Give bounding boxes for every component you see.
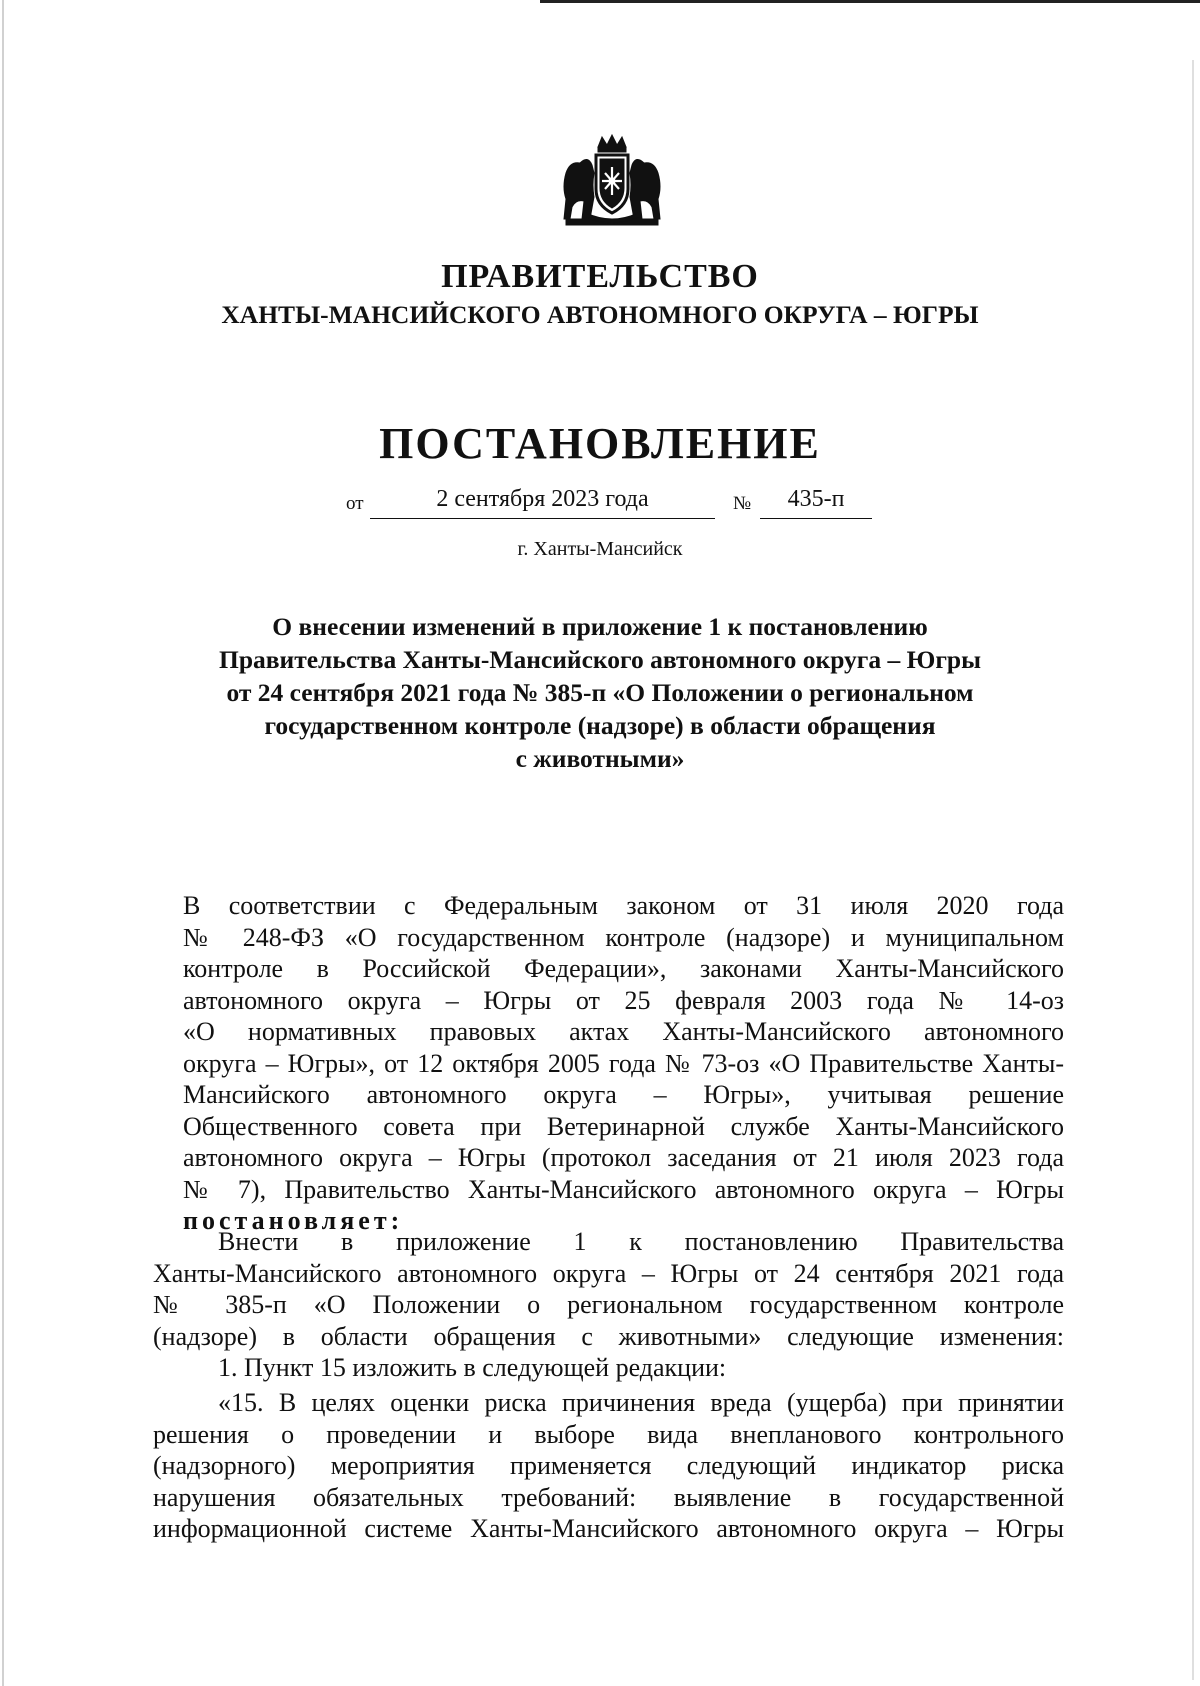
text-line: нарушения обязательных требований: выявление в государственной	[153, 1482, 1064, 1512]
text-line: автономного округа – Югры (протокол заседания от 21 июля 2023 года	[183, 1143, 1064, 1172]
preamble-paragraph	[183, 890, 1064, 1237]
subject-line: Правительства Ханты-Мансийского автономного округа – Югры	[218, 645, 981, 674]
document-date: 2 сентября 2023 года	[436, 486, 649, 512]
text-line: решения о проведении и выборе вида внепланового контрольного	[153, 1419, 1064, 1449]
scan-edge-top	[540, 0, 1200, 3]
text-line: «15. В целях оценки риска причинения вреда (ущерба) при принятии	[218, 1388, 1064, 1417]
quoted-item-15	[153, 1387, 1064, 1545]
text-line: округа – Югры», от 12 октября 2005 года № 73-оз «О Правительстве Ханты-	[183, 1048, 1064, 1078]
text-line: «О нормативных правовых актах Ханты-Мансийского автономного	[183, 1017, 1064, 1046]
text-line: информационной системе Ханты-Мансийского автономного округа – Югры	[153, 1514, 1064, 1543]
text-line: Ханты-Мансийского автономного округа – Югры от 24 сентября 2021 года	[153, 1258, 1064, 1288]
number-sign: №	[733, 493, 752, 514]
text-line: контроле в Российской Федерации», законами Ханты-Мансийского	[183, 954, 1064, 983]
number-underline	[760, 518, 872, 519]
text-line: № 385-п «О Положении о региональном государственном контроле	[153, 1290, 1064, 1319]
text-line: № 7), Правительство Ханты-Мансийского автономного округа – Югры	[183, 1174, 1064, 1204]
text-line: (надзоре) в области обращения с животными» следующие изменения:	[153, 1321, 1064, 1351]
text-line: Мансийского автономного округа – Югры», учитывая решение	[183, 1080, 1064, 1109]
subject-line: государственном контроле (надзоре) в области обращения	[264, 711, 936, 740]
document-type: ПОСТАНОВЛЕНИЕ	[379, 419, 821, 468]
text-line: автономного округа – Югры от 25 февраля 2003 года № 14-оз	[183, 985, 1064, 1015]
resolves-word: постановляет:	[183, 1206, 404, 1235]
text-line: № 248-ФЗ «О государственном контроле (надзоре) и муниципальном	[183, 922, 1064, 952]
subject-line: с животными»	[515, 744, 685, 773]
amendment-paragraph	[153, 1226, 1064, 1384]
subject-line: от 24 сентября 2021 года № 385-п «О Положении о региональном	[226, 678, 974, 707]
coat-of-arms-icon	[562, 133, 662, 227]
date-prefix: от	[346, 493, 364, 514]
region-title: ХАНТЫ-МАНСИЙСКОГО АВТОНОМНОГО ОКРУГА – ЮГРЫ	[221, 300, 979, 329]
date-underline	[370, 518, 715, 519]
item-1: 1. Пункт 15 изложить в следующей редакции:	[218, 1353, 727, 1382]
text-line: В соответствии с Федеральным законом от 31 июля 2020 года	[183, 891, 1064, 920]
scan-edge-left	[2, 0, 4, 1686]
government-title: ПРАВИТЕЛЬСТВО	[441, 258, 759, 295]
city: г. Ханты-Мансийск	[517, 538, 683, 560]
text-line: Внести в приложение 1 к постановлению Правительства	[218, 1227, 1064, 1256]
document-subject	[170, 610, 1030, 775]
text-line: Общественного совета при Ветеринарной службе Ханты-Мансийского	[183, 1111, 1064, 1141]
subject-line: О внесении изменений в приложение 1 к постановлению	[272, 612, 928, 641]
document-number: 435-п	[787, 486, 845, 512]
text-line: (надзорного) мероприятия применяется следующий индикатор риска	[153, 1451, 1064, 1480]
